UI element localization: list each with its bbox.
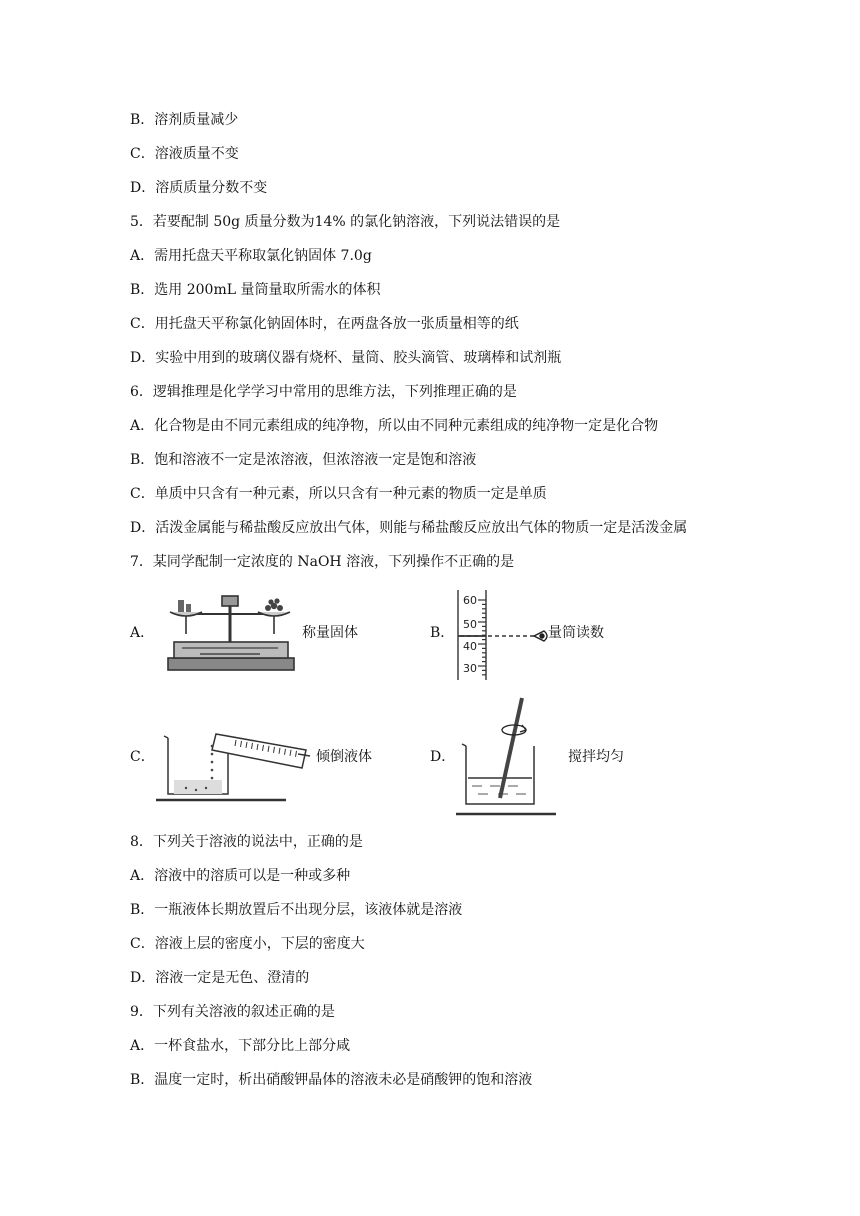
glass-rod-icon	[500, 698, 522, 798]
cylinder-tick-30: 30	[463, 662, 477, 675]
q4-option-d: D．溶质质量分数不变	[130, 180, 268, 196]
q5-option-d: D．实验中用到的玻璃仪器有烧杯、量筒、胶头滴管、玻璃棒和试剂瓶	[130, 350, 562, 366]
cylinder-tick-60: 60	[463, 594, 477, 607]
q5-option-c: C．用托盘天平称氯化钠固体时，在两盘各放一张质量相等的纸	[130, 316, 519, 332]
q6-option-d: D．活泼金属能与稀盐酸反应放出气体，则能与稀盐酸反应放出气体的物质一定是活泼金属	[130, 520, 688, 536]
cylinder-tick-40: 40	[463, 640, 477, 653]
cylinder-tick-50: 50	[463, 618, 477, 631]
graduated-cylinder-illustration	[452, 588, 548, 682]
q9-option-b: B．温度一定时，析出硝酸钾晶体的溶液未必是硝酸钾的饱和溶液	[130, 1072, 533, 1088]
balance-illustration	[160, 592, 300, 676]
weights-on-left-pan-icon	[178, 600, 191, 612]
q8-option-d: D．溶液一定是无色、澄清的	[130, 970, 310, 986]
q7-option-c-label: C．	[130, 749, 155, 765]
q7-option-d-caption: 搅拌均匀	[568, 749, 624, 765]
q6-option-a: A．化合物是由不同元素组成的纯净物，所以由不同种元素组成的纯净物一定是化合物	[130, 418, 659, 434]
q5-stem: 5．若要配制 50g 质量分数为14% 的氯化钠溶液，下列说法错误的是	[130, 214, 561, 230]
q7-option-b-caption: 量筒读数	[548, 625, 604, 641]
q7-option-a-caption: 称量固体	[302, 625, 358, 641]
stirring-illustration	[456, 694, 566, 818]
q8-option-c: C．溶液上层的密度小，下层的密度大	[130, 936, 365, 952]
q8-option-b: B．一瓶液体长期放置后不出现分层，该液体就是溶液	[130, 902, 463, 918]
q5-option-b: B．选用 200mL 量筒量取所需水的体积	[130, 282, 381, 298]
q7-option-a-label: A．	[130, 625, 155, 641]
q6-option-c: C．单质中只含有一种元素，所以只含有一种元素的物质一定是单质	[130, 486, 547, 502]
q4-option-c: C．溶液质量不变	[130, 146, 239, 162]
q9-option-a: A．一杯食盐水，下部分比上部分咸	[130, 1038, 351, 1054]
q5-option-a: A．需用托盘天平称取氯化钠固体 7.0g	[130, 248, 372, 264]
pouring-liquid-illustration	[156, 704, 312, 804]
q7-option-c-caption: 倾倒液体	[316, 749, 372, 765]
solid-on-right-pan-icon	[265, 598, 283, 611]
q6-stem: 6．逻辑推理是化学学习中常用的思维方法，下列推理正确的是	[130, 384, 517, 400]
eye-icon	[534, 631, 547, 641]
q8-option-a: A．溶液中的溶质可以是一种或多种	[130, 868, 351, 884]
q8-stem: 8．下列关于溶液的说法中，正确的是	[130, 834, 363, 850]
q4-option-b: B．溶剂质量减少	[130, 112, 239, 128]
q7-option-b-label: B．	[430, 625, 455, 641]
q7-stem: 7．某同学配制一定浓度的 NaOH 溶液，下列操作不正确的是	[130, 554, 515, 570]
q9-stem: 9．下列有关溶液的叙述正确的是	[130, 1004, 335, 1020]
q6-option-b: B．饱和溶液不一定是浓溶液，但浓溶液一定是饱和溶液	[130, 452, 477, 468]
q7-option-d-label: D．	[430, 749, 456, 765]
